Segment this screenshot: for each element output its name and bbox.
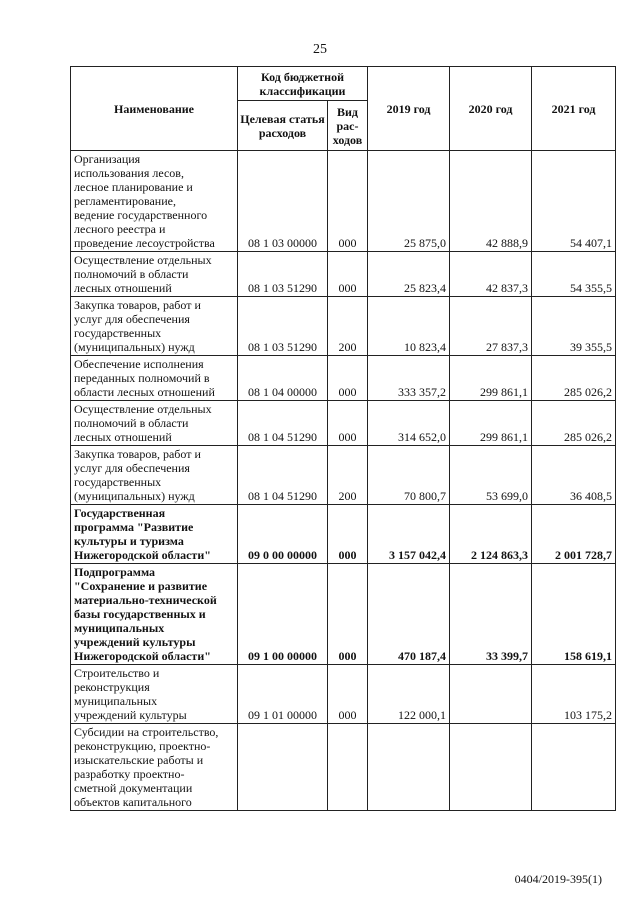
row-article-code: 08 1 03 00000 bbox=[238, 151, 328, 252]
row-value-2020: 27 837,3 bbox=[450, 297, 532, 356]
row-value-2020: 53 699,0 bbox=[450, 446, 532, 505]
header-name: Наименование bbox=[71, 67, 238, 151]
table-row bbox=[71, 252, 616, 297]
row-article-code: 09 0 00 00000 bbox=[238, 505, 328, 564]
row-name: Государственная программа "Развитие культуры и туризма Нижегородской области" bbox=[71, 505, 238, 564]
row-name: Строительство и реконструкция муниципальных учреждений культуры bbox=[71, 665, 238, 724]
row-value-2020: 42 888,9 bbox=[450, 151, 532, 252]
header-article: Целевая статья расходов bbox=[238, 101, 328, 151]
row-value-2020 bbox=[450, 665, 532, 724]
row-value-2021 bbox=[532, 724, 616, 811]
header-code-group: Код бюджетной классификации bbox=[238, 67, 368, 101]
row-expense-type: 200 bbox=[328, 446, 368, 505]
row-article-code: 09 1 00 00000 bbox=[238, 564, 328, 665]
row-value-2020: 42 837,3 bbox=[450, 252, 532, 297]
row-value-2019: 122 000,1 bbox=[368, 665, 450, 724]
row-value-2019 bbox=[368, 724, 450, 811]
row-article-code: 08 1 03 51290 bbox=[238, 297, 328, 356]
row-article-code: 08 1 04 00000 bbox=[238, 356, 328, 401]
row-value-2020: 299 861,1 bbox=[450, 401, 532, 446]
row-value-2021: 36 408,5 bbox=[532, 446, 616, 505]
header-type: Вид рас-ходов bbox=[328, 101, 368, 151]
table-row bbox=[71, 446, 616, 505]
document-code: 0404/2019-395(1) bbox=[514, 872, 602, 886]
row-name: Организация использования лесов, лесное планирование и регламентирование, ведение государственного лесного реестра и проведение лесоустройства bbox=[71, 151, 238, 252]
row-expense-type: 000 bbox=[328, 252, 368, 297]
row-value-2019: 25 823,4 bbox=[368, 252, 450, 297]
row-article-code: 08 1 03 51290 bbox=[238, 252, 328, 297]
budget-table bbox=[70, 66, 616, 811]
row-value-2019: 70 800,7 bbox=[368, 446, 450, 505]
row-expense-type: 000 bbox=[328, 401, 368, 446]
header-2021: 2021 год bbox=[532, 67, 616, 151]
table-row bbox=[71, 665, 616, 724]
row-value-2021: 2 001 728,7 bbox=[532, 505, 616, 564]
row-article-code: 08 1 04 51290 bbox=[238, 446, 328, 505]
row-expense-type: 000 bbox=[328, 665, 368, 724]
row-value-2021: 54 355,5 bbox=[532, 252, 616, 297]
row-value-2021: 285 026,2 bbox=[532, 356, 616, 401]
row-article-code: 09 1 01 00000 bbox=[238, 665, 328, 724]
row-expense-type bbox=[328, 724, 368, 811]
row-value-2019: 10 823,4 bbox=[368, 297, 450, 356]
row-value-2019: 470 187,4 bbox=[368, 564, 450, 665]
row-value-2019: 25 875,0 bbox=[368, 151, 450, 252]
table-row bbox=[71, 724, 616, 811]
row-name: Осуществление отдельных полномочий в области лесных отношений bbox=[71, 401, 238, 446]
row-expense-type: 000 bbox=[328, 151, 368, 252]
table-row bbox=[71, 401, 616, 446]
row-value-2021: 39 355,5 bbox=[532, 297, 616, 356]
table-row bbox=[71, 151, 616, 252]
row-value-2020: 299 861,1 bbox=[450, 356, 532, 401]
row-article-code bbox=[238, 724, 328, 811]
page-number: 25 bbox=[313, 42, 327, 57]
table-row bbox=[71, 297, 616, 356]
row-name: Субсидии на строительство, реконструкцию, проектно- изыскательские работы и разработку проектно- сметной документации объектов капитального bbox=[71, 724, 238, 811]
table-row bbox=[71, 505, 616, 564]
header-2020: 2020 год bbox=[450, 67, 532, 151]
row-expense-type: 000 bbox=[328, 505, 368, 564]
row-name: Осуществление отдельных полномочий в области лесных отношений bbox=[71, 252, 238, 297]
row-name: Закупка товаров, работ и услуг для обеспечения государственных (муниципальных) нужд bbox=[71, 446, 238, 505]
table-row bbox=[71, 356, 616, 401]
row-value-2020: 2 124 863,3 bbox=[450, 505, 532, 564]
row-value-2021: 285 026,2 bbox=[532, 401, 616, 446]
row-value-2021: 54 407,1 bbox=[532, 151, 616, 252]
table-header bbox=[71, 67, 616, 151]
row-value-2021: 103 175,2 bbox=[532, 665, 616, 724]
row-name: Подпрограмма "Сохранение и развитие материально-технической базы государственных и муниципальных учреждений культуры Нижегородской области" bbox=[71, 564, 238, 665]
row-name: Закупка товаров, работ и услуг для обеспечения государственных (муниципальных) нужд bbox=[71, 297, 238, 356]
row-value-2019: 3 157 042,4 bbox=[368, 505, 450, 564]
row-value-2020: 33 399,7 bbox=[450, 564, 532, 665]
row-article-code: 08 1 04 51290 bbox=[238, 401, 328, 446]
row-name: Обеспечение исполнения переданных полномочий в области лесных отношений bbox=[71, 356, 238, 401]
row-expense-type: 200 bbox=[328, 297, 368, 356]
table-row bbox=[71, 564, 616, 665]
row-value-2020 bbox=[450, 724, 532, 811]
table-body bbox=[71, 151, 616, 811]
row-value-2019: 333 357,2 bbox=[368, 356, 450, 401]
row-expense-type: 000 bbox=[328, 564, 368, 665]
header-2019: 2019 год bbox=[368, 67, 450, 151]
row-value-2019: 314 652,0 bbox=[368, 401, 450, 446]
row-value-2021: 158 619,1 bbox=[532, 564, 616, 665]
row-expense-type: 000 bbox=[328, 356, 368, 401]
